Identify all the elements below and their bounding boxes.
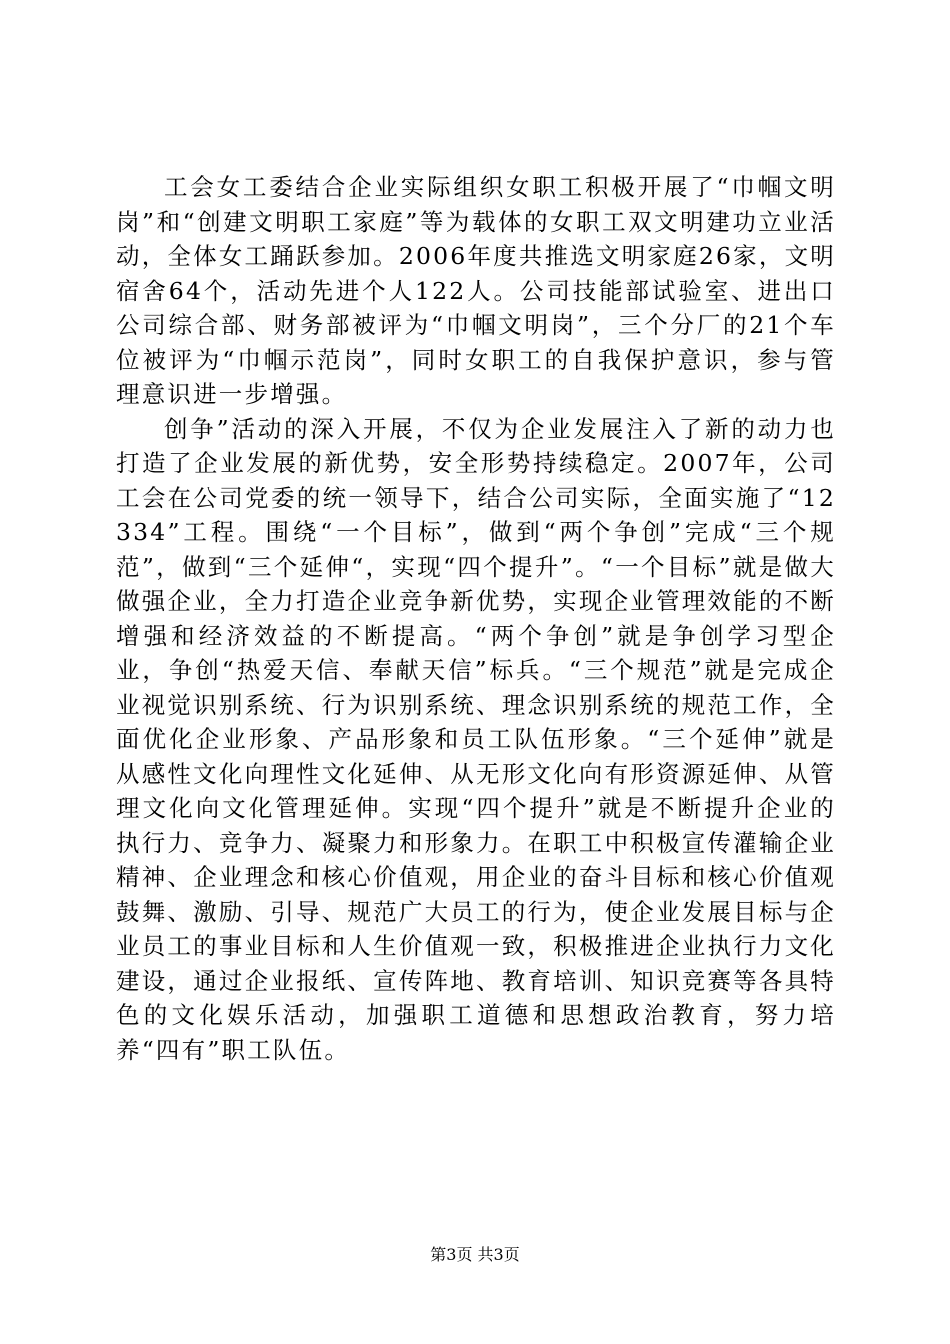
document-body [116, 170, 836, 1067]
paragraph-12334-project: 创争”活动的深入开展，不仅为企业发展注入了新的动力也打造了企业发展的新优势，安全形势持续稳定。2007年，公司工会在公司党委的统一领导下，结合公司实际，全面实施了“12334”工程。围绕“一个目标”，做到“两个争创”完成“三个规范”，做到“三个延伸“，实现“四个提升”。“一个目标”就是做大做强企业，全力打造企业竞争新优势，实现企业管理效能的不断增强和经济效益的不断提高。“两个争创”就是争创学习型企业，争创“热爱天信、奉献天信”标兵。“三个规范”就是完成企业视觉识别系统、行为识别系统、理念识别系统的规范工作，全面优化企业形象、产品形象和员工队伍形象。“三个延伸”就是从感性文化向理性文化延伸、从无形文化向有形资源延伸、从管理文化向文化管理延伸。实现“四个提升”就是不断提升企业的执行力、竞争力、凝聚力和形象力。在职工中积极宣传灌输企业精神、企业理念和核心价值观，用企业的奋斗目标和核心价值观鼓舞、激励、引导、规范广大员工的行为，使企业发展目标与企业员工的事业目标和人生价值观一致，积极推进企业执行力文化建设，通过企业报纸、宣传阵地、教育培训、知识竞赛等各具特色的文化娱乐活动，加强职工道德和思想政治教育，努力培养“四有”职工队伍。 [116, 414, 836, 1064]
paragraph-women-workers: 工会女工委结合企业实际组织女职工积极开展了“巾帼文明岗”和“创建文明职工家庭”等为载体的女职工双文明建功立业活动，全体女工踊跃参加。2006年度共推选文明家庭26家，文明宿舍64个，活动先进个人122人。公司技能部试验室、进出口公司综合部、财务部被评为“巾帼文明岗”，三个分厂的21个车位被评为“巾帼示范岗”，同时女职工的自我保护意识，参与管理意识进一步增强。 [116, 173, 836, 408]
page-footer: 第3页 共3页 [430, 1245, 520, 1264]
